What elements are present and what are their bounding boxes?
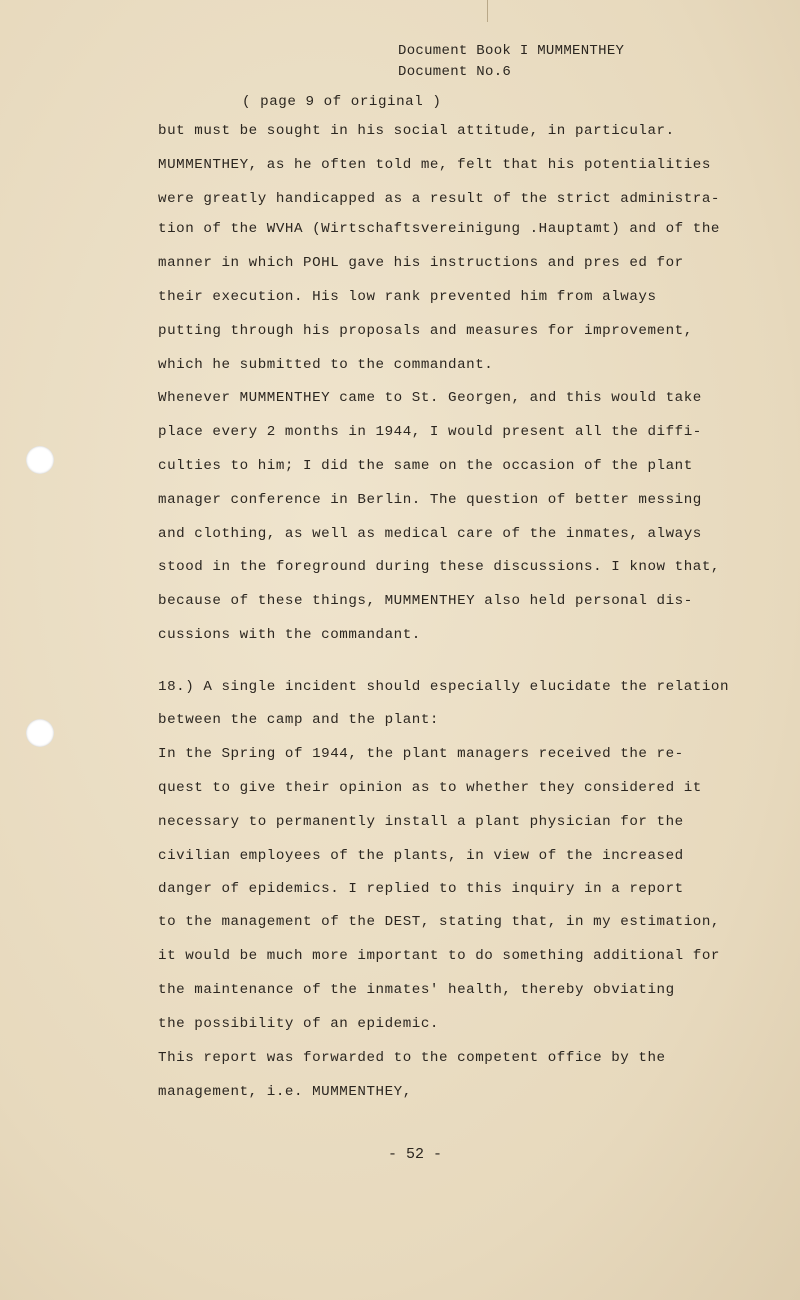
text-line: MUMMENTHEY, as he often told me, felt that his potentialities [158,157,711,173]
text-line: manner in which POHL gave his instructions and pres ed for [158,255,684,271]
text-line: stood in the foreground during these discussions. I know that, [158,559,720,575]
text-line: tion of the WVHA (Wirtschaftsvereinigung .Hauptamt) and of the [158,221,720,237]
text-line: This report was forwarded to the competent office by the [158,1050,666,1066]
text-line: to the management of the DEST, stating that, in my estimation, [158,914,720,930]
text-line: necessary to permanently install a plant physician for the [158,814,684,830]
punch-hole [26,446,54,474]
text-line: civilian employees of the plants, in view of the increased [158,848,684,864]
text-line: culties to him; I did the same on the occasion of the plant [158,458,693,474]
text-line: the maintenance of the inmates' health, thereby obviating [158,982,675,998]
text-line: cussions with the commandant. [158,627,421,643]
document-book-label: Document Book I MUMMENTHEY [398,43,625,59]
text-line: place every 2 months in 1944, I would present all the diffi- [158,424,702,440]
original-page-note: ( page 9 of original ) [242,94,442,110]
text-line: were greatly handicapped as a result of the strict administra- [158,191,720,207]
paper-mark [487,0,488,22]
text-line: their execution. His low rank prevented him from always [158,289,657,305]
text-line: it would be much more important to do something additional for [158,948,720,964]
text-line: In the Spring of 1944, the plant managers received the re- [158,746,684,762]
punch-hole [26,719,54,747]
text-line: which he submitted to the commandant. [158,357,494,373]
text-line: between the camp and the plant: [158,712,439,728]
text-line: danger of epidemics. I replied to this inquiry in a report [158,881,684,897]
text-line: the possibility of an epidemic. [158,1016,439,1032]
text-line: but must be sought in his social attitude, in particular. [158,123,675,139]
text-line: quest to give their opinion as to whether they considered it [158,780,702,796]
text-line: putting through his proposals and measures for improvement, [158,323,693,339]
section-18-heading: 18.) A single incident should especially elucidate the relation [158,679,730,695]
text-line: Whenever MUMMENTHEY came to St. Georgen, and this would take [158,390,702,406]
text-line: manager conference in Berlin. The question of better messing [158,492,702,508]
text-line: and clothing, as well as medical care of the inmates, always [158,526,702,542]
text-line: management, i.e. MUMMENTHEY, [158,1084,412,1100]
text-line: because of these things, MUMMENTHEY also held personal dis- [158,593,693,609]
page-number: - 52 - [388,1146,443,1163]
document-number-label: Document No.6 [398,64,512,80]
